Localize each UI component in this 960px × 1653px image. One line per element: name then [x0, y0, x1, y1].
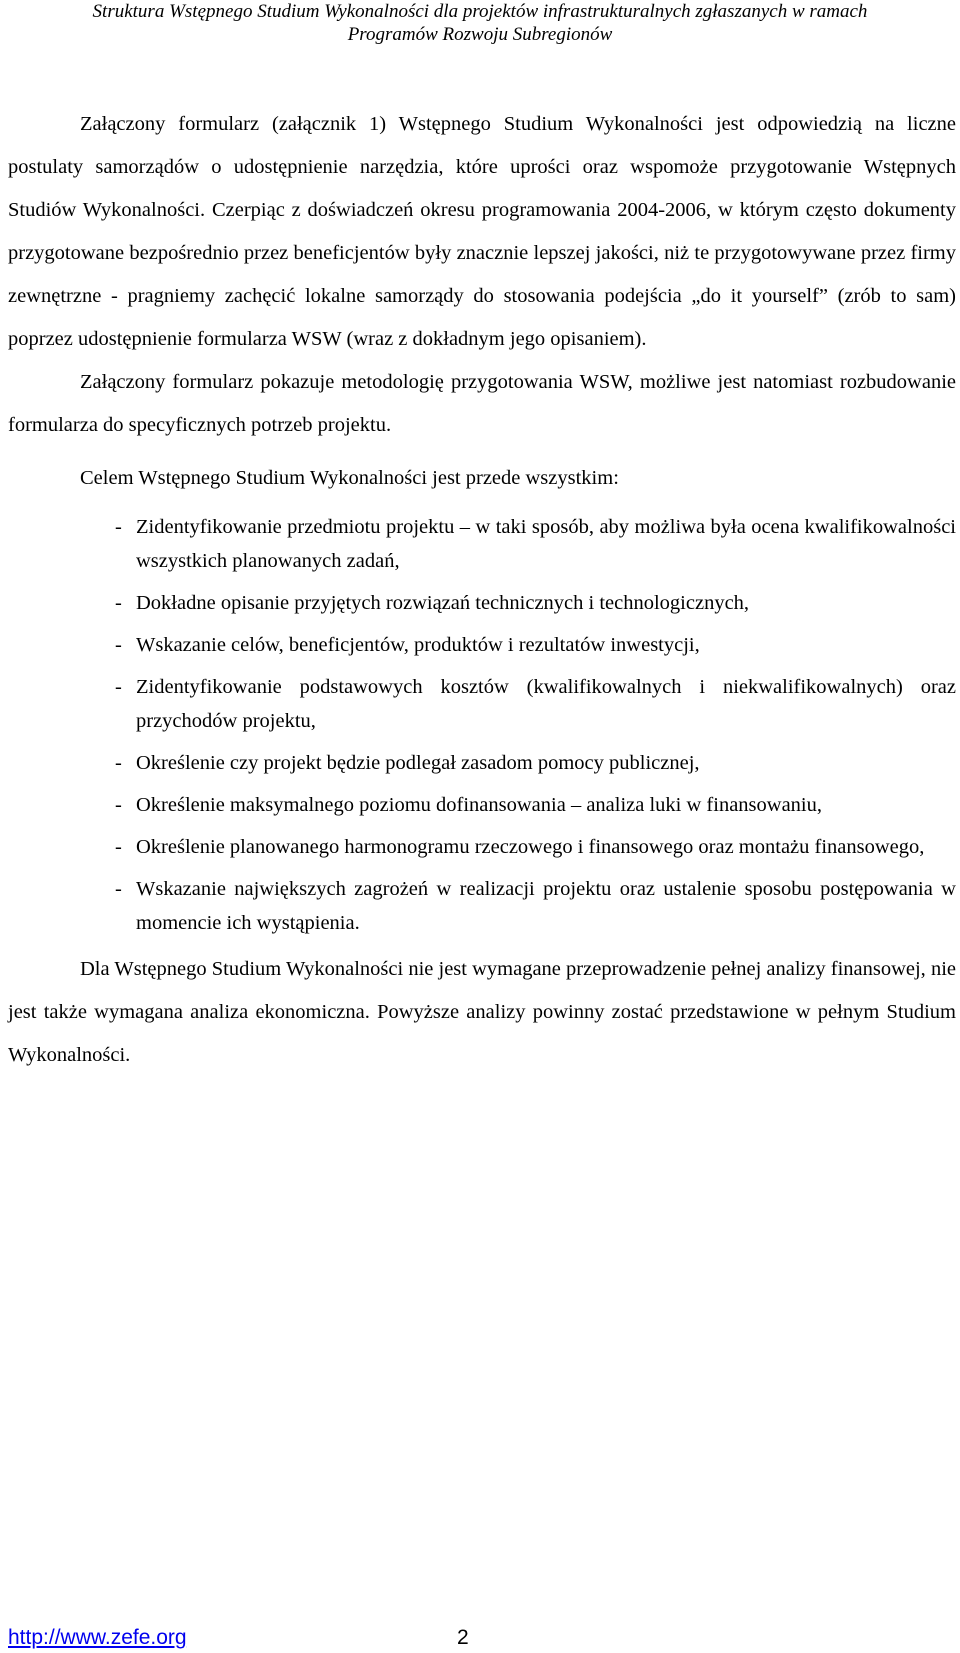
list-item — [8, 746, 956, 780]
list-item-text: Zidentyfikowanie przedmiotu projektu – w taki sposób, aby możliwa była ocena kwalifikowalności wszystkich planowanych zadań, — [136, 516, 956, 572]
bullet-dash: - — [115, 676, 122, 698]
list-item-text: Określenie czy projekt będzie podlegał zasadom pomocy publicznej, — [136, 752, 700, 774]
list-item — [8, 628, 956, 662]
list-item — [8, 510, 956, 578]
running-header — [0, 0, 960, 46]
list-item-text: Wskazanie celów, beneficjentów, produktów i rezultatów inwestycji, — [136, 634, 700, 656]
header-line-2: Programów Rozwoju Subregionów — [347, 24, 613, 45]
list-item — [8, 872, 956, 940]
methodology-paragraph: Załączony formularz pokazuje metodologię przygotowania WSW, możliwe jest natomiast rozbudowanie formularza do specyficznych potrzeb projektu. — [8, 371, 956, 436]
goals-list — [8, 510, 956, 940]
intro-paragraph: Załączony formularz (załącznik 1) Wstępnego Studium Wykonalności jest odpowiedzią na liczne postulaty samorządów o udostępnienie narzędzia, które uprości oraz wspomoże przygotowanie Wstępnych Studiów Wykonalności. Czerpiąc z doświadczeń okresu programowania 2004-2006, w którym często dokumenty przygotowane bezpośrednio przez beneficjentów były znacznie lepszej jakości, niż te przygotowywane przez firmy zewnętrzne - pragniemy zachęcić lokalne samorządy do stosowania podejścia „do it yourself” (zrób to sam) poprzez udostępnienie formularza WSW (wraz z dokładnym jego opisaniem). — [8, 113, 956, 350]
goals-intro: Celem Wstępnego Studium Wykonalności jest przede wszystkim: — [80, 467, 619, 489]
list-item — [8, 586, 956, 620]
list-item-text: Określenie maksymalnego poziomu dofinansowania – analiza luki w finansowaniu, — [136, 794, 822, 816]
bullet-dash: - — [115, 516, 122, 538]
bullet-dash: - — [115, 634, 122, 656]
bullet-dash: - — [115, 794, 122, 816]
list-item — [8, 670, 956, 738]
header-line-1: Struktura Wstępnego Studium Wykonalności dla projektów infrastrukturalnych zgłaszanych w ramach — [92, 1, 868, 22]
list-item-text: Dokładne opisanie przyjętych rozwiązań technicznych i technologicznych, — [136, 592, 750, 614]
document-body — [8, 103, 956, 1077]
bullet-dash: - — [115, 752, 122, 774]
list-item — [8, 830, 956, 864]
closing-paragraph: Dla Wstępnego Studium Wykonalności nie jest wymagane przeprowadzenie pełnej analizy finansowej, nie jest także wymagana analiza ekonomiczna. Powyższe analizy powinny zostać przedstawione w pełnym Studium Wykonalności. — [8, 958, 956, 1066]
bullet-dash: - — [115, 592, 122, 614]
bullet-dash: - — [115, 836, 122, 858]
list-item-text: Zidentyfikowanie podstawowych kosztów (kwalifikowalnych i niekwalifikowalnych) oraz przychodów projektu, — [136, 676, 956, 732]
website-link[interactable]: http://www.zefe.org — [8, 1626, 187, 1649]
list-item-text: Wskazanie największych zagrożeń w realizacji projektu oraz ustalenie sposobu postępowania w momencie ich wystąpienia. — [136, 878, 956, 934]
list-item — [8, 788, 956, 822]
bullet-dash: - — [115, 878, 122, 900]
page-footer — [8, 1626, 958, 1653]
list-item-text: Określenie planowanego harmonogramu rzeczowego i finansowego oraz montażu finansowego, — [136, 836, 925, 858]
page-number: 2 — [457, 1626, 469, 1649]
